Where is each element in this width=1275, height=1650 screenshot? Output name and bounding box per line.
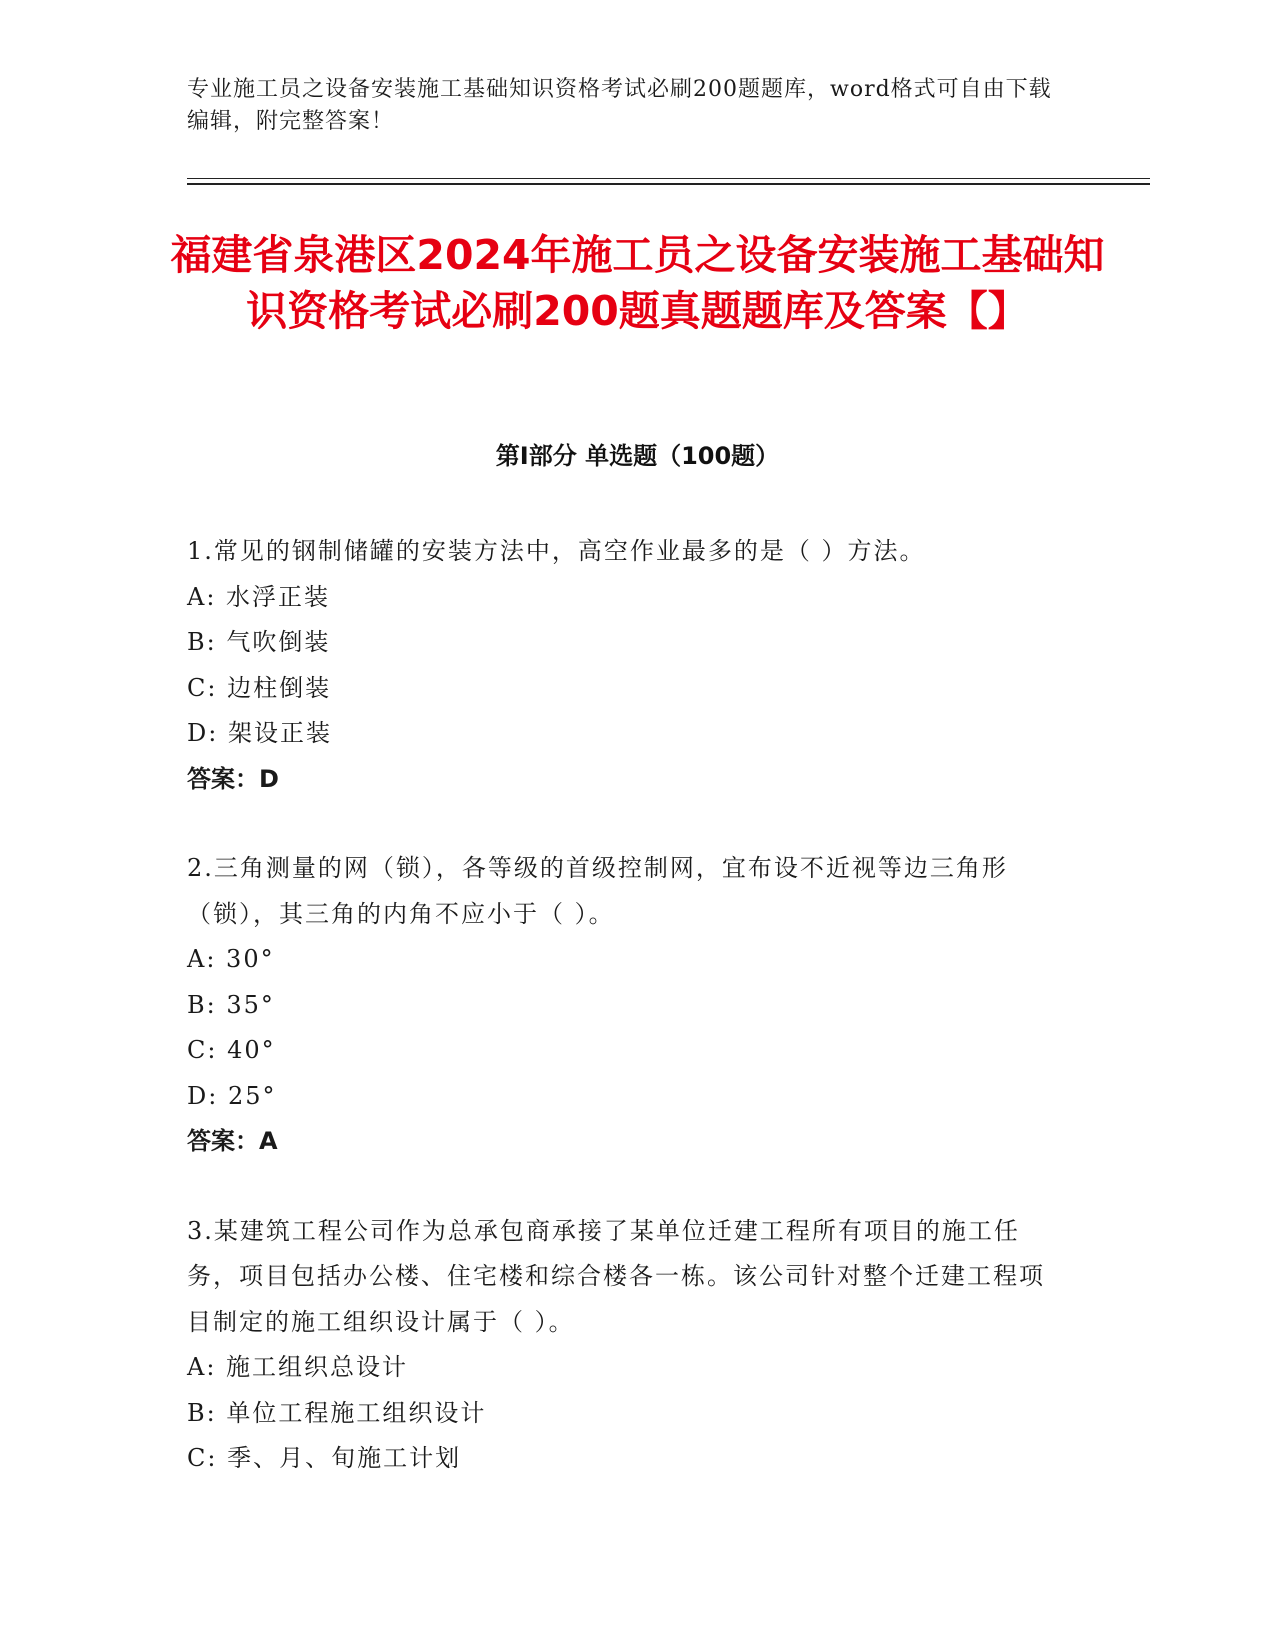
question-stem: 2.三角测量的网（锁），各等级的首级控制网，宜布设不近视等边三角形（锁），其三角的内角不应小于（ ）。 <box>187 854 1008 928</box>
option-c: C: 季、月、旬施工计划 <box>187 1444 462 1472</box>
option-c: C: 40° <box>187 1036 276 1064</box>
question-stem: 3.某建筑工程公司作为总承包商承接了某单位迁建工程所有项目的施工任务，项目包括办公楼、住宅楼和综合楼各一栋。该公司针对整个迁建工程项目制定的施工组织设计属于（ ）。 <box>187 1216 1045 1336</box>
question-1 <box>187 529 1067 802</box>
header-divider-thick <box>187 183 1150 185</box>
option-a: A: 施工组织总设计 <box>187 1353 409 1381</box>
header-note: 专业施工员之设备安装施工基础知识资格考试必刷200题题库，word格式可自由下载编辑，附完整答案！ <box>187 77 1052 134</box>
answer: 答案：A <box>187 1127 278 1155</box>
question-stem: 1.常见的钢制储罐的安装方法中，高空作业最多的是（ ）方法。 <box>187 537 926 565</box>
option-d: D: 架设正装 <box>187 719 332 747</box>
option-b: B: 35° <box>187 990 275 1019</box>
option-c: C: 边柱倒装 <box>187 673 332 702</box>
header-divider-thin <box>187 178 1150 179</box>
option-a: A: 30° <box>187 945 275 973</box>
answer: 答案：D <box>187 764 279 793</box>
option-a: A: 水浮正装 <box>187 582 331 611</box>
option-b: B: 单位工程施工组织设计 <box>187 1398 487 1427</box>
document-title: 福建省泉港区2024年施工员之设备安装施工基础知识资格考试必刷200题真题题库及答案【】 <box>170 231 1105 335</box>
question-3 <box>187 1209 1067 1482</box>
option-b: B: 气吹倒装 <box>187 628 331 656</box>
option-d: D: 25° <box>187 1081 277 1110</box>
section-heading: 第I部分 单选题（100题） <box>495 442 780 470</box>
question-list <box>187 529 1067 1526</box>
question-2 <box>187 846 1067 1165</box>
